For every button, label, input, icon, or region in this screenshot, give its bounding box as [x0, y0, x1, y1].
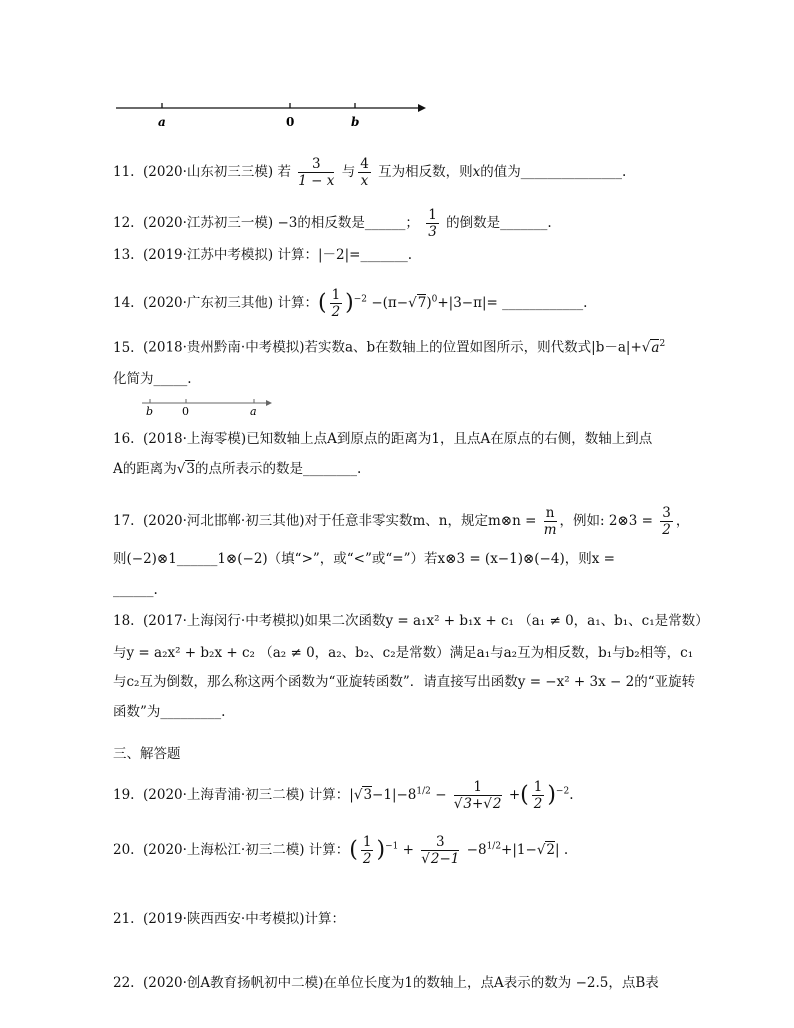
- question-13: 13. (2019·江苏中考模拟) 计算：|－2|=_______.: [113, 247, 413, 263]
- question-18-line-3: 与c₂互为倒数，那么称这两个函数为“亚旋转函数”．请直接写出函数y = −x² + 3x − 2的“亚旋转: [113, 674, 696, 690]
- tick-label-0: 0: [286, 115, 295, 129]
- question-21: 21. (2019·陕西西安·中考模拟)计算：: [113, 911, 345, 927]
- question-17-line-3: ______.: [113, 582, 158, 598]
- question-18-line-4: 函数”为_________.: [113, 704, 226, 720]
- question-18-line-2: 与y = a₂x² + b₂x + c₂ （a₂ ≠ 0，a₂、b₂、c₂是常数）满足a₁与a₂互为相反数，b₁与b₂相等，c₁: [113, 645, 694, 661]
- fraction: $\frac{1}{2}$: [533, 779, 543, 812]
- question-20: 20. (2020·上海松江·初三二模) 计算：( $\frac{1}{2}$ )$^{-1}$ + $\frac{3}{√2-1}$ $-8^{1/2}+|1-√2|$ .: [113, 834, 569, 867]
- section-heading: 三、解答题: [113, 746, 181, 762]
- tick-label-b: b: [351, 115, 360, 129]
- fraction: $\frac{3}{√2-1}$: [421, 834, 460, 867]
- question-18: 18. (2017·上海闵行·中考模拟)如果二次函数y = a₁x² + b₁x + c₁ （a₁ ≠ 0，a₁、b₁、c₁是常数）: [113, 613, 709, 629]
- question-19: 19. (2020·上海青浦·初三二模) 计算：$|√3-1|-8^{1/2}$ − $\frac{1}{√3+√2}$ +( $\frac{1}{2}$ )$^{-2}$.: [113, 779, 574, 812]
- fraction: $\frac{1}{√3+√2}$: [453, 779, 502, 812]
- number-line-figure-2: [140, 394, 274, 418]
- question-12: 12. (2020·江苏初三一模) −3的相反数是______； $\frac{1}{3}$ 的倒数是_______.: [113, 207, 552, 240]
- fraction: $\frac{4}{x}$: [360, 156, 369, 189]
- tick-label-a: a: [250, 405, 257, 418]
- fraction: $\frac{3}{2}$: [662, 505, 671, 538]
- question-17: 17. (2020·河北邯郸·初三其他)对于任意非零实数m、n，规定m⊗n = $\frac{n}{m}$ ，例如: 2⊗3 = $\frac{3}{2}$ ，: [113, 505, 690, 538]
- fraction: $\frac{1}{3}$: [428, 207, 437, 240]
- question-16: 16. (2018·上海零模)已知数轴上点A到原点的距离为1，且点A在原点的右侧，数轴上到点: [113, 431, 653, 447]
- question-15-line-2: 化简为_____.: [113, 371, 192, 387]
- question-17-line-2: 则(−2)⊗1______1⊗(−2)（填“>”，或“<”或“=”）若x⊗3 = (x−1)⊗(−4)，则x =: [113, 551, 615, 567]
- number-line-figure-1: [112, 96, 432, 132]
- fraction: $\frac{1}{2}$: [331, 287, 341, 320]
- question-15: 15. (2018·贵州黔南·中考模拟)若实数a、b在数轴上的位置如图所示，则代数式$|b-a|+√a^2$: [113, 339, 666, 356]
- question-14: 14. (2020·广东初三其他) 计算：( $\frac{1}{2}$ )$^{-2} -(\pi-√7)^0+|3-\pi|=$ ____________.: [113, 287, 588, 320]
- fraction: $\frac{n}{m}$: [543, 505, 557, 538]
- tick-label-a: a: [158, 115, 166, 129]
- tick-label-0: 0: [182, 405, 189, 418]
- question-22: 22. (2020·创A教育扬帆初中二模)在单位长度为1的数轴上，点A表示的数为 −2.5，点B表: [113, 975, 659, 991]
- fraction: $\frac{1}{2}$: [362, 834, 372, 867]
- tick-label-b: b: [146, 405, 154, 418]
- question-11: 11. (2020·山东初三三模) 若 $\frac{3}{1 - x}$ 与 $\frac{4}{x}$ 互为相反数，则x的值为_______________.: [113, 156, 627, 189]
- question-16-line-2: A的距离为√3的点所表示的数是________.: [113, 461, 362, 477]
- fraction: $\frac{3}{1 - x}$: [298, 156, 335, 189]
